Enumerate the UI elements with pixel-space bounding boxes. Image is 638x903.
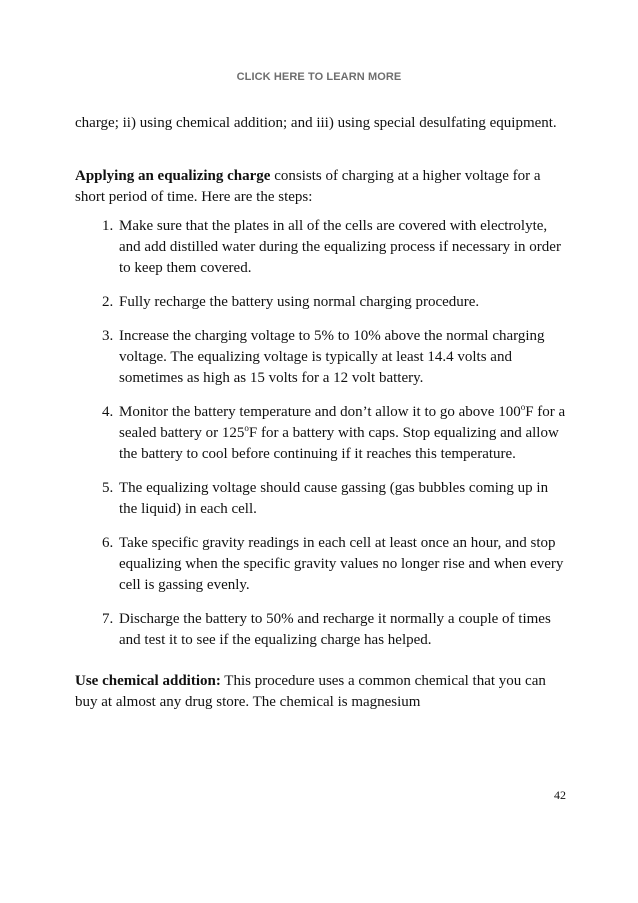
- list-item-step-7: [75, 609, 570, 651]
- chemical-paragraph: [75, 671, 570, 713]
- equalizing-paragraph: [75, 166, 570, 208]
- step-text-b: F for a sealed battery or 125: [119, 404, 566, 441]
- step-number: 1.: [102, 218, 114, 234]
- page-number: 42: [554, 788, 566, 802]
- step-number: 2.: [102, 294, 114, 310]
- step-text: Increase the charging voltage to 5% to 10% above the normal charging voltage. The equalizing voltage is typically at least 14.4 volts and sometimes as high as 15 volts for a 12 volt battery.: [119, 328, 545, 386]
- equalizing-heading: Applying an equalizing charge: [75, 168, 271, 184]
- equalizing-text: consists of charging at a higher voltage for a short period of time. Here are the steps:: [75, 168, 541, 205]
- step-text: The equalizing voltage should cause gassing (gas bubbles coming up in the liquid) in each cell.: [119, 480, 549, 517]
- list-item-step-4: [75, 402, 570, 465]
- intro-paragraph: charge; ii) using chemical addition; and iii) using special desulfating equipment.: [75, 115, 557, 131]
- list-item-step-1: [75, 216, 570, 279]
- list-item-step-5: [75, 478, 570, 520]
- learn-more-link[interactable]: CLICK HERE TO LEARN MORE: [236, 71, 402, 83]
- list-item-step-6: [75, 533, 570, 596]
- degree-superscript: o: [520, 402, 526, 412]
- chemical-text: This procedure uses a common chemical that you can buy at almost any drug store. The chemical is magnesium: [75, 673, 546, 710]
- step-text: Fully recharge the battery using normal charging procedure.: [119, 294, 480, 310]
- step-text: Discharge the battery to 50% and recharge it normally a couple of times and test it to see if the equalizing charge has helped.: [119, 611, 551, 648]
- chemical-heading: Use chemical addition:: [75, 673, 221, 689]
- step-number: 6.: [102, 535, 114, 551]
- step-text: Make sure that the plates in all of the cells are covered with electrolyte, and add distilled water during the equalizing process if necessary in order to keep them covered.: [119, 218, 561, 276]
- list-item-step-3: [75, 326, 570, 389]
- step-text-a: Monitor the battery temperature and don’t allow it to go above 100: [119, 404, 521, 420]
- steps-list: [75, 216, 570, 651]
- step-text-c: F for a battery with caps. Stop equalizing and allow the battery to cool before continuing if it reaches this temperature.: [119, 425, 559, 462]
- list-item-step-2: [75, 292, 570, 313]
- step-number: 3.: [102, 328, 114, 344]
- document-body: [75, 113, 570, 713]
- degree-superscript: o: [244, 423, 249, 433]
- step-number: 7.: [102, 611, 114, 627]
- step-text: Take specific gravity readings in each cell at least once an hour, and stop equalizing when the specific gravity values no longer rise and when every cell is gassing evenly.: [119, 535, 564, 593]
- step-number: 5.: [102, 480, 114, 496]
- step-number: 4.: [102, 404, 114, 420]
